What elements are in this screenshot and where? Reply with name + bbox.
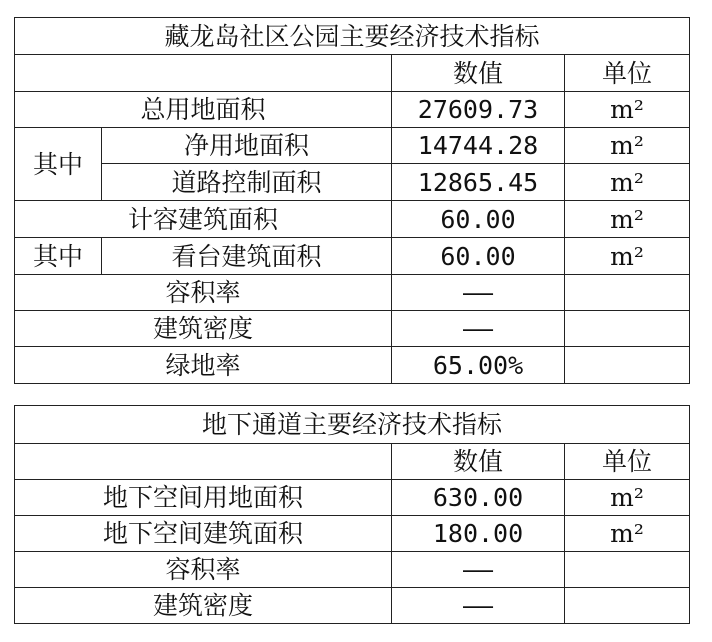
row-label: 净用地面积 xyxy=(102,128,392,164)
table-row xyxy=(15,480,690,516)
table-title: 地下通道主要经济技术指标 xyxy=(15,406,690,444)
header-unit: 单位 xyxy=(565,55,690,92)
table-row xyxy=(15,311,690,347)
table-row xyxy=(15,128,690,164)
row-label: 绿地率 xyxy=(15,347,392,384)
header-value: 数值 xyxy=(392,55,565,92)
row-unit: m² xyxy=(565,128,690,164)
table-row xyxy=(15,347,690,384)
row-label: 容积率 xyxy=(15,275,392,311)
row-unit: m² xyxy=(565,516,690,552)
table-row xyxy=(15,238,690,275)
table-row xyxy=(15,588,690,624)
table-row xyxy=(15,92,690,128)
row-unit xyxy=(565,588,690,624)
row-unit xyxy=(565,552,690,588)
row-value: 27609.73 xyxy=(392,92,565,128)
row-unit: m² xyxy=(565,201,690,238)
row-unit: m² xyxy=(565,480,690,516)
row-value: 60.00 xyxy=(392,201,565,238)
row-unit: m² xyxy=(565,92,690,128)
row-unit: m² xyxy=(565,238,690,275)
table-row xyxy=(15,201,690,238)
row-label: 道路控制面积 xyxy=(102,164,392,201)
table-row xyxy=(15,552,690,588)
table-row xyxy=(15,516,690,552)
row-value: 60.00 xyxy=(392,238,565,275)
row-label: 总用地面积 xyxy=(15,92,392,128)
header-value: 数值 xyxy=(392,444,565,480)
row-label: 建筑密度 xyxy=(15,311,392,347)
row-value: —— xyxy=(392,552,565,588)
table-title: 藏龙岛社区公园主要经济技术指标 xyxy=(15,18,690,55)
table-row xyxy=(15,275,690,311)
row-value: —— xyxy=(392,588,565,624)
row-value: 65.00% xyxy=(392,347,565,384)
row-unit xyxy=(565,275,690,311)
row-label: 地下空间用地面积 xyxy=(15,480,392,516)
group-label: 其中 xyxy=(15,128,102,201)
group-label: 其中 xyxy=(15,238,102,275)
row-unit xyxy=(565,311,690,347)
row-label: 建筑密度 xyxy=(15,588,392,624)
row-label: 看台建筑面积 xyxy=(102,238,392,275)
header-blank xyxy=(15,444,392,480)
header-unit: 单位 xyxy=(565,444,690,480)
row-unit xyxy=(565,347,690,384)
row-value: 12865.45 xyxy=(392,164,565,201)
underpass-indicators-table xyxy=(14,405,690,624)
row-value: —— xyxy=(392,275,565,311)
row-value: 14744.28 xyxy=(392,128,565,164)
header-blank xyxy=(15,55,392,92)
row-value: 180.00 xyxy=(392,516,565,552)
row-label: 容积率 xyxy=(15,552,392,588)
row-label: 计容建筑面积 xyxy=(15,201,392,238)
row-value: 630.00 xyxy=(392,480,565,516)
table-row xyxy=(15,164,690,201)
park-indicators-table xyxy=(14,17,690,384)
row-unit: m² xyxy=(565,164,690,201)
row-label: 地下空间建筑面积 xyxy=(15,516,392,552)
row-value: —— xyxy=(392,311,565,347)
